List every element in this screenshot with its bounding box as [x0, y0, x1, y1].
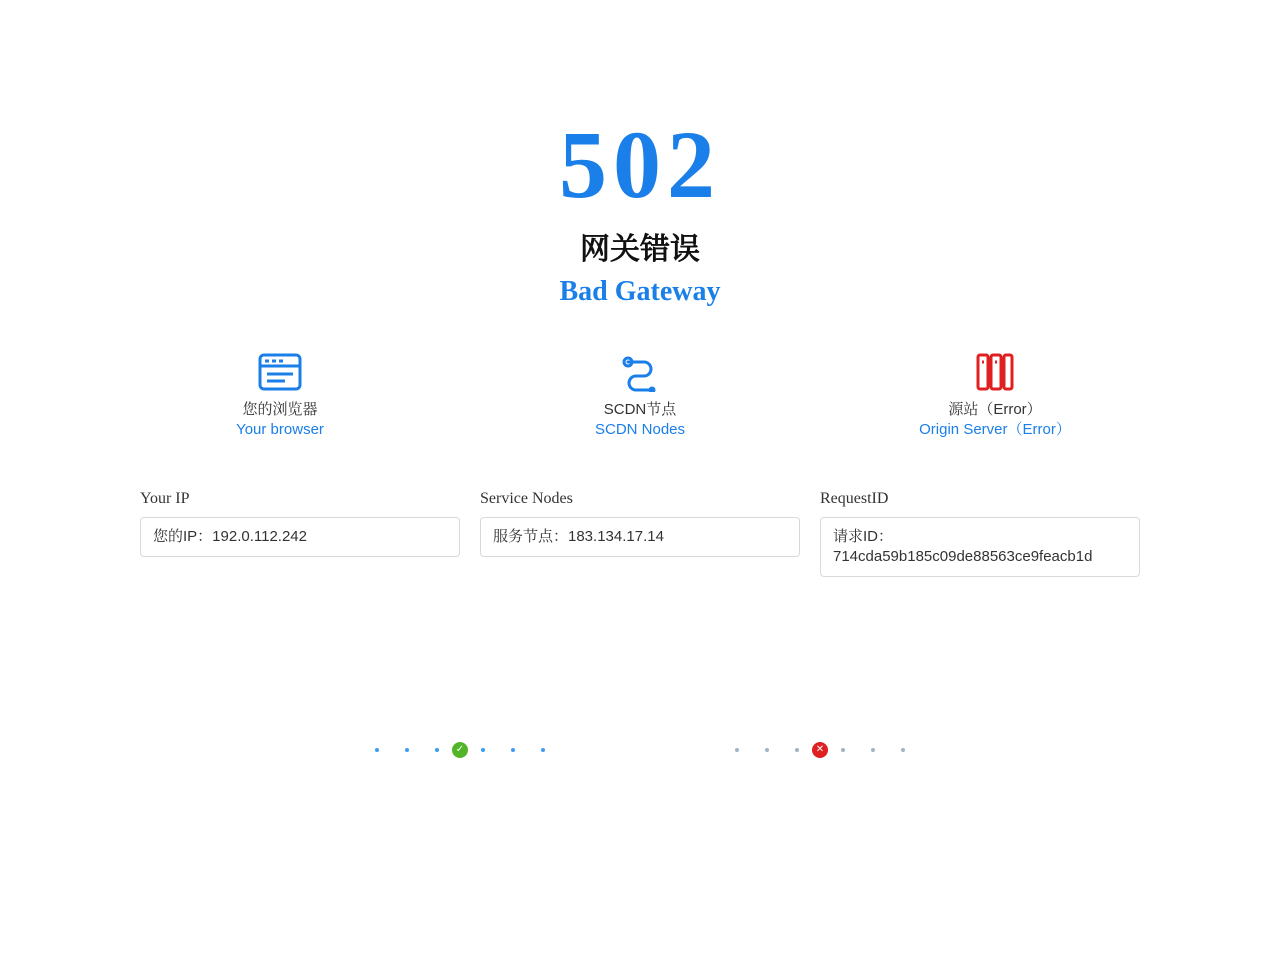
- flow-node-browser: [160, 348, 400, 440]
- connector-dot: [435, 748, 439, 752]
- connector-dot: [871, 748, 875, 752]
- card-your-ip: [140, 488, 460, 557]
- browser-window-icon: [160, 348, 400, 396]
- flow-node-origin: [875, 348, 1115, 440]
- error-title-chinese: 网关错误: [580, 233, 700, 266]
- status-ok-icon: ✓: [452, 742, 468, 758]
- card-request-id-label: 请求ID：: [833, 528, 894, 545]
- card-service-nodes: [480, 488, 800, 557]
- flow-node-scdn-label-en: SCDN Nodes: [594, 421, 686, 438]
- server-rack-icon: [875, 348, 1115, 396]
- card-your-ip-title: Your IP: [140, 490, 190, 507]
- connector-dot: [481, 748, 485, 752]
- flow-node-origin-label-en: Origin Server（Error）: [919, 421, 1071, 438]
- flow-node-browser-label-en: Your browser: [236, 421, 324, 438]
- connector-dot: [735, 748, 739, 752]
- card-request-id-title: RequestID: [820, 490, 889, 507]
- connector-browser-to-scdn: [362, 743, 558, 757]
- card-request-id: [820, 488, 1140, 577]
- card-request-id-code: 714cda59b185c09de88563ce9feacb1d: [833, 548, 1093, 565]
- card-your-ip-value: 您的IP：192.0.112.242: [140, 517, 460, 557]
- card-service-nodes-title: Service Nodes: [480, 490, 573, 507]
- flow-node-scdn: [520, 348, 760, 440]
- connector-dot: [375, 748, 379, 752]
- error-title-english: Bad Gateway: [559, 276, 721, 307]
- status-error-icon: ✕: [812, 742, 828, 758]
- connector-dot: [765, 748, 769, 752]
- info-cards: [140, 488, 1140, 588]
- network-route-icon: [520, 348, 760, 396]
- connector-dot: [901, 748, 905, 752]
- flow-node-origin-label-cn: 源站（Error）: [948, 401, 1042, 418]
- connector-dot: [405, 748, 409, 752]
- error-code: 502: [559, 111, 721, 218]
- connector-dot: [795, 748, 799, 752]
- card-request-id-value: [820, 517, 1140, 577]
- card-service-nodes-value: 服务节点：183.134.17.14: [480, 517, 800, 557]
- connector-scdn-to-origin: [722, 743, 918, 757]
- connector-dot: [511, 748, 515, 752]
- connector-dot: [541, 748, 545, 752]
- flow-node-scdn-label-cn: SCDN节点: [603, 401, 677, 418]
- connector-dot: [841, 748, 845, 752]
- flow-node-browser-label-cn: 您的浏览器: [242, 401, 318, 418]
